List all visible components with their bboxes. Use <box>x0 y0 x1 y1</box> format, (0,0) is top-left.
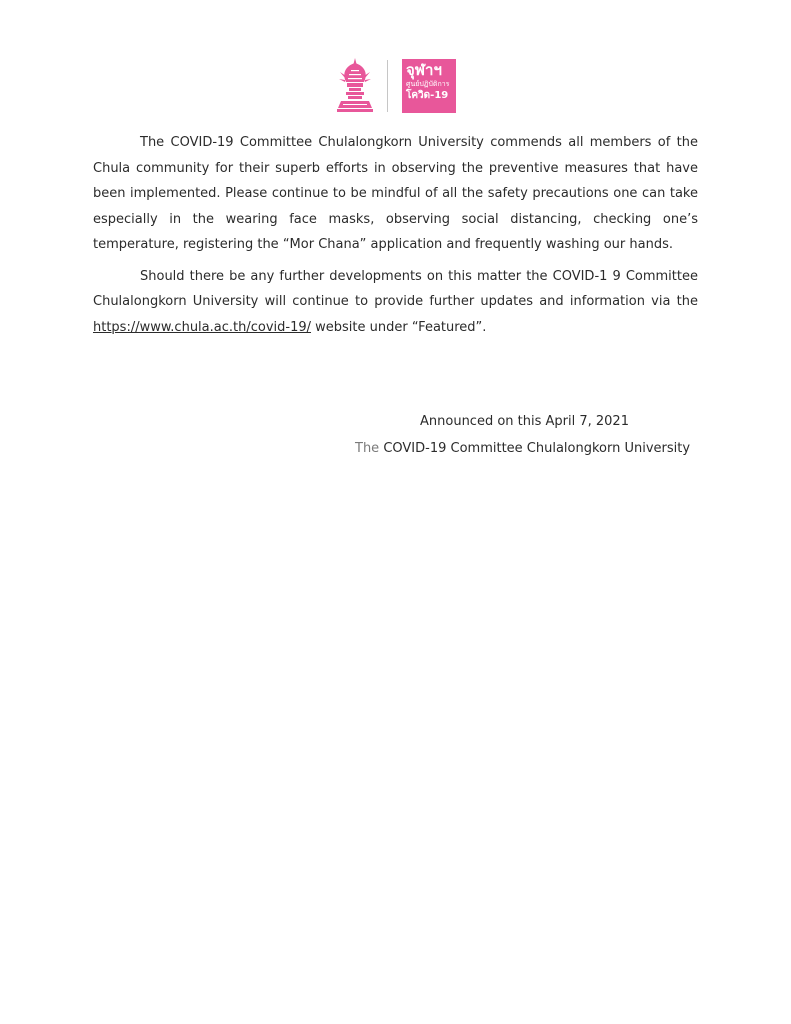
covid-center-badge <box>402 59 456 113</box>
covid-website-link[interactable]: https://www.chula.ac.th/covid-19/ <box>93 319 312 335</box>
badge-subtitle: ศูนย์ปฏิบัติการ <box>406 80 450 88</box>
committee-title: COVID-19 Committee Chulalongkorn University <box>379 441 691 456</box>
badge-title: จุฬาฯ <box>406 61 442 79</box>
announcement-body <box>93 130 698 346</box>
announcement-date: Announced on this April 7, 2021 <box>420 414 629 429</box>
paragraph-2-tail: website under “Featured”. <box>311 319 487 335</box>
paragraph-1: The COVID-19 Committee Chulalongkorn University commends all members of the Chula community for their superb efforts in observing the preventive measures that have been implemented. Please continue to be mindful of all the safety precautions one can take especially in the wearing face masks, observing social distancing, checking one’s temperature, registering the “Mor Chana” application and frequently washing our hands. <box>93 135 698 252</box>
badge-covid-label: โควิด-19 <box>406 90 449 101</box>
paragraph-2-text: Should there be any further developments on this matter the COVID-1 9 Committee Chulalongkorn University will continue to provide further updates and information via the <box>93 268 698 309</box>
letterhead <box>0 56 791 116</box>
header-divider <box>387 60 388 112</box>
chulalongkorn-emblem-icon <box>334 58 376 112</box>
committee-article: The <box>355 441 380 456</box>
paragraph-2 <box>93 264 698 341</box>
committee-name <box>355 435 690 462</box>
